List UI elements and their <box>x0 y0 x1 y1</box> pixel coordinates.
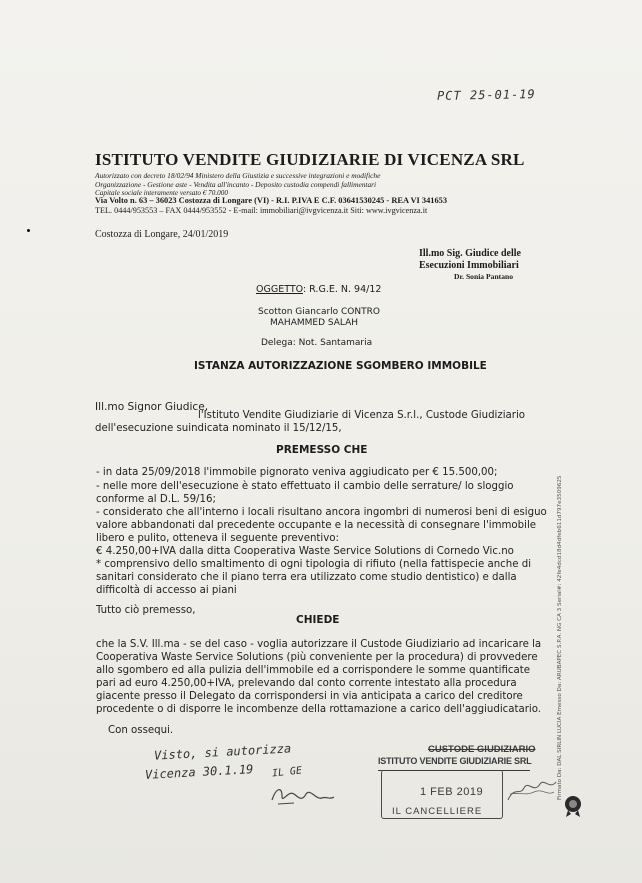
stamp-company: ISTITUTO VENDITE GIUDIZIARIE SRL <box>378 756 532 766</box>
stamp-date: 1 FEB 2019 <box>420 786 484 798</box>
subject-label: OGGETTO <box>256 284 303 295</box>
premesso-line-2: - nelle more dell'esecuzione è stato effettuato il cambio delle serrature/ lo sloggio <box>96 481 514 492</box>
letterhead-address: Via Volto n. 63 – 36023 Costozza di Longare (VI) - R.I. P.IVA E C.F. 03641530245 - REA VI 341653 <box>95 196 448 205</box>
handwritten-pct-note: PCT 25-01-19 <box>436 87 536 103</box>
premesso-closing: Tutto ciò premesso, <box>96 605 196 616</box>
chiede-line-6: procedente o di disporre le incombenze della rottamazione a carico dell'aggiudicatario. <box>96 704 542 715</box>
company-name: ISTITUTO VENDITE GIUDIZIARIE DI VICENZA SRL <box>95 150 525 169</box>
handwritten-signature <box>268 780 338 808</box>
recipient-line-3: Dr. Sonia Pantano <box>454 272 514 281</box>
custode-signature <box>504 766 560 810</box>
digital-signature-text: Firmato Da: DAL SIRLIN LUCIA Emesso Da: ARUBAPEC S.P.A. NG CA 3 Serial#: 42fe4dcd18d4dfeb611d797e3509625 <box>557 475 563 800</box>
scan-speck <box>27 229 30 232</box>
premesso-line-5: valore abbandonati dal precedente occupante e la necessità di consegnare l'immobile <box>96 520 537 531</box>
stamp-office: IL CANCELLIERE <box>392 806 483 817</box>
handwritten-date: Vicenza 30.1.19 <box>144 762 254 782</box>
recipient-line-1: Ill.mo Sig. Giudice delle <box>419 248 521 259</box>
delega-line: Delega: Not. Santamaria <box>261 338 373 348</box>
premesso-line-6: libero e pulito, otteneva il seguente preventivo: <box>96 533 339 544</box>
subject-value: : R.G.E. N. 94/12 <box>302 284 382 295</box>
letterhead-line-3: Capitale sociale interamente versato € 70.000 <box>95 189 228 197</box>
handwritten-visto: Visto, si autorizza <box>153 741 292 763</box>
chiede-line-3: allo sgombero ed alla pulizia dell'immobile ed a corrispondere le somme quantificate <box>96 665 531 676</box>
chiede-line-4: pari ad euro 4.250,00+IVA, prelevando dal conto corrente intestato alla procedura <box>96 678 517 689</box>
handwritten-initials: IL GE <box>271 765 303 780</box>
closing-greeting: Con ossequi. <box>108 725 174 736</box>
letterhead-line-2: Organizzazione - Gestione aste - Vendita all'incanto - Deposito custodia compendi fallimentari <box>95 180 377 189</box>
premesso-line-10: difficoltà di accesso ai piani <box>96 585 237 596</box>
intro-line-2: dell'esecuzione suindicata nominato il 15/12/15, <box>95 423 342 434</box>
premesso-line-4: - considerato che all'interno i locali risultano ancora ingombri di numerosi beni di esiguo <box>96 507 547 518</box>
premesso-line-3: conforme al D.L. 59/16; <box>96 494 216 505</box>
premesso-line-7: € 4.250,00+IVA dalla ditta Cooperativa Waste Service Solutions di Cornedo Vic.no <box>96 546 514 557</box>
document-title: ISTANZA AUTORIZZAZIONE SGOMBERO IMMOBILE <box>194 360 487 372</box>
date-line: Costozza di Longare, 24/01/2019 <box>95 229 229 240</box>
parties-line-1: Scotton Giancarlo CONTRO <box>258 307 380 317</box>
chiede-line-5: giacente presso il Delegato da corrispondersi in via anticipata a carico del creditore <box>96 691 523 702</box>
premesso-line-9: sanitari considerato che il piano terra era utilizzato come studio dentistico) e dalla <box>96 572 517 583</box>
letterhead-line-1: Autorizzato con decreto 18/02/94 Ministero della Giustizia e successive integrazioni e modifiche <box>95 171 381 180</box>
parties-line-2: MAHAMMED SALAH <box>270 318 359 328</box>
chiede-line-2: Cooperativa Waste Service Solutions (più conveniente per la procedura) di provvedere <box>96 652 538 663</box>
chiede-line-1: che la S.V. Ill.ma - se del caso - voglia autorizzare il Custode Giudiziario ad incaricare la <box>96 639 542 650</box>
premesso-line-1: - in data 25/09/2018 l'immobile pignorato veniva aggiudicato per € 15.500,00; <box>96 467 498 478</box>
intro-line-1: l'Istituto Vendite Giudiziarie di Vicenza S.r.l., Custode Giudiziario <box>198 410 526 421</box>
recipient-line-2: Esecuzioni Immobiliari <box>419 260 519 271</box>
salutation: Ill.mo Signor Giudice, <box>95 401 209 413</box>
stamp-custode-title: CUSTODE GIUDIZIARIO <box>428 744 536 755</box>
premesso-heading: PREMESSO CHE <box>276 444 368 456</box>
premesso-line-8: * comprensivo dello smaltimento di ogni tipologia di rifiuto (nella fattispecie anche di <box>96 559 532 570</box>
letterhead-contacts: TEL. 0444/953553 – FAX 0444/953552 - E-mail: immobiliari@ivgvicenza.it Siti: www.ivgvicenza.it <box>95 206 428 215</box>
chiede-heading: CHIEDE <box>296 614 340 626</box>
subject-line <box>256 284 381 295</box>
digital-signature-margin-text <box>557 460 567 800</box>
